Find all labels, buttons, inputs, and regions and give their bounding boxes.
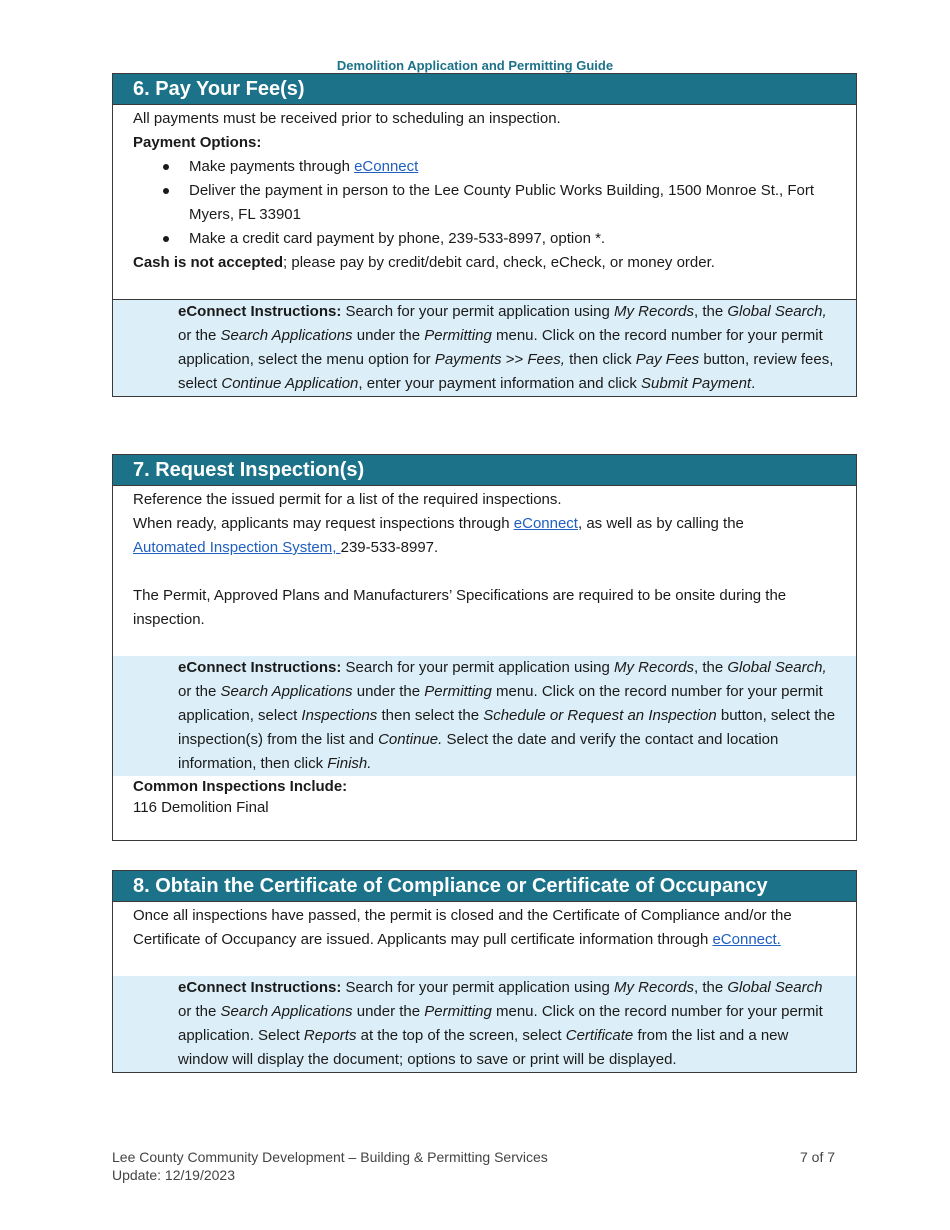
request-text: When ready, applicants may request inspections through eConnect, as well as by calling the Automated Inspection System, 239-533-8997. — [133, 515, 744, 556]
section-heading: 6. Pay Your Fee(s) — [113, 74, 856, 105]
payment-options-list — [133, 155, 836, 251]
payment-options-label: Payment Options: — [133, 134, 262, 151]
section-request-inspection — [112, 454, 857, 841]
econnect-link[interactable]: eConnect — [354, 158, 419, 175]
document-header-title: Demolition Application and Permitting Guide — [336, 58, 614, 73]
list-item: Deliver the payment in person to the Lee County Public Works Building, 1500 Monroe St., Fort Myers, FL 33901 — [133, 179, 836, 227]
certificate-text: Once all inspections have passed, the permit is closed and the Certificate of Compliance and/or the Certificate of Occupancy are issued. Applicants may pull certificate information through eConnect. — [133, 907, 792, 948]
econnect-link[interactable]: eConnect. — [712, 931, 781, 948]
automated-inspection-system-link[interactable]: Automated Inspection System, — [133, 539, 341, 556]
footer-organization: Lee County Community Development – Building & Permitting Services — [112, 1149, 548, 1165]
section-heading: 8. Obtain the Certificate of Compliance or Certificate of Occupancy — [113, 871, 856, 902]
section-heading: 7. Request Inspection(s) — [113, 455, 856, 486]
econnect-instructions: eConnect Instructions: Search for your permit application using My Records, the Global Search or the Search Applications under the Permitting menu. Click on the record number for your permit application. Select Reports at the top of the screen, select Certificate from the list and a new window will display the document; options to save or print will be displayed. — [113, 976, 856, 1072]
common-inspections-label: Common Inspections Include: — [133, 778, 348, 795]
section-obtain-certificate — [112, 870, 857, 1073]
section-pay-fees — [112, 73, 857, 397]
footer-update-date: Update: 12/19/2023 — [112, 1167, 235, 1183]
cash-note: Cash is not accepted; please pay by credit/debit card, check, eCheck, or money order. — [133, 254, 715, 271]
list-item: Make a credit card payment by phone, 239-533-8997, option *. — [133, 227, 836, 251]
page-footer — [112, 1148, 548, 1184]
onsite-requirements-text: The Permit, Approved Plans and Manufacturers’ Specifications are required to be onsite during the inspection. — [133, 587, 787, 628]
list-item: Make payments through eConnect — [133, 155, 836, 179]
reference-text: Reference the issued permit for a list of the required inspections. — [133, 491, 562, 508]
page-number: 7 of 7 — [800, 1149, 836, 1165]
econnect-instructions: eConnect Instructions: Search for your permit application using My Records, the Global Search, or the Search Applications under the Permitting menu. Click on the record number for your permit application, select Inspections then select the Schedule or Request an Inspection button, select the inspection(s) from the list and Continue. Select the date and verify the contact and location information, then click Finish. — [113, 656, 856, 776]
common-inspection-item: 116 Demolition Final — [133, 799, 269, 816]
econnect-link[interactable]: eConnect — [513, 515, 578, 532]
econnect-instructions: eConnect Instructions: Search for your permit application using My Records, the Global Search, or the Search Applications under the Permitting menu. Click on the record number for your permit application, select the menu option for Payments >> Fees, then click Pay Fees button, review fees, select Continue Application, enter your payment information and click Submit Payment. — [113, 299, 856, 396]
intro-text: All payments must be received prior to scheduling an inspection. — [133, 110, 561, 127]
